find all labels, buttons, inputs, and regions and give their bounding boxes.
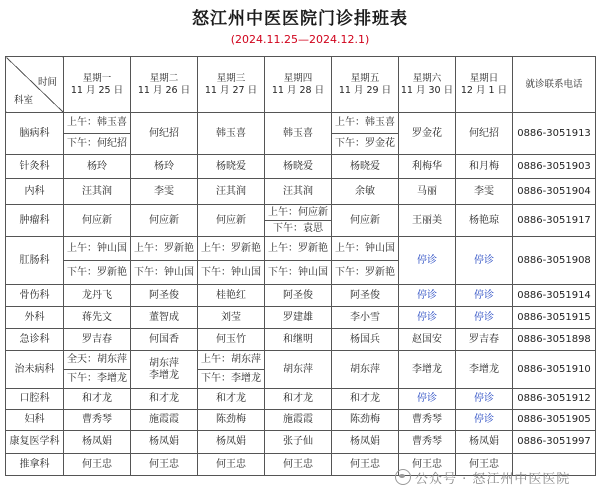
wechat-icon bbox=[395, 469, 411, 485]
schedule-cell: 杨凤娟 bbox=[456, 431, 513, 454]
schedule-cell: 杨凤娟 bbox=[64, 431, 131, 454]
table-row bbox=[6, 389, 596, 410]
table-row bbox=[6, 410, 596, 431]
schedule-cell: 汪其润 bbox=[198, 179, 265, 205]
schedule-cell: 停诊 bbox=[456, 285, 513, 307]
schedule-cell: 下午：钟山国 bbox=[198, 261, 265, 285]
schedule-cell: 施霞霞 bbox=[131, 410, 198, 431]
schedule-cell: 停诊 bbox=[399, 307, 456, 329]
schedule-cell: 下午：罗新艳 bbox=[332, 261, 399, 285]
schedule-cell: 和才龙 bbox=[131, 389, 198, 410]
schedule-cell: 何应新 bbox=[64, 205, 131, 237]
schedule-cell: 余敏 bbox=[332, 179, 399, 205]
schedule-table bbox=[5, 56, 596, 476]
dept-cell: 肛肠科 bbox=[6, 237, 64, 285]
schedule-cell: 韩玉喜 bbox=[265, 113, 332, 155]
schedule-cell: 和才龙 bbox=[332, 389, 399, 410]
schedule-cell: 停诊 bbox=[456, 389, 513, 410]
schedule-cell: 赵国安 bbox=[399, 329, 456, 351]
schedule-cell: 阿圣俊 bbox=[131, 285, 198, 307]
schedule-cell: 杨国兵 bbox=[332, 329, 399, 351]
corner-cell bbox=[6, 57, 64, 113]
schedule-cell: 上午：钟山国 bbox=[332, 237, 399, 261]
schedule-cell: 停诊 bbox=[456, 307, 513, 329]
schedule-cell: 马丽 bbox=[399, 179, 456, 205]
schedule-cell: 曹秀琴 bbox=[399, 431, 456, 454]
schedule-cell: 上午：韩玉喜 bbox=[332, 113, 399, 134]
day-header: 星期四 11 月 28 日 bbox=[265, 57, 332, 113]
phone-cell: 0886-3051915 bbox=[513, 307, 596, 329]
schedule-cell: 杨玲 bbox=[131, 155, 198, 179]
day-header: 星期五 11 月 29 日 bbox=[332, 57, 399, 113]
schedule-cell: 上午：钟山国 bbox=[64, 237, 131, 261]
day-header: 星期日 12 月 1 日 bbox=[456, 57, 513, 113]
schedule-cell: 和才龙 bbox=[198, 389, 265, 410]
schedule-cell: 杨晓爱 bbox=[265, 155, 332, 179]
table-row bbox=[6, 431, 596, 454]
schedule-cell: 李增龙 bbox=[399, 351, 456, 389]
schedule-cell: 何纪招 bbox=[456, 113, 513, 155]
dept-cell: 针灸科 bbox=[6, 155, 64, 179]
schedule-cell: 阿圣俊 bbox=[265, 285, 332, 307]
schedule-cell: 下午：何纪招 bbox=[64, 134, 131, 155]
schedule-cell: 利梅华 bbox=[399, 155, 456, 179]
schedule-cell: 何王忠 bbox=[399, 454, 456, 476]
phone-header: 就诊联系电话 bbox=[513, 57, 596, 113]
day-header: 星期一 11 月 25 日 bbox=[64, 57, 131, 113]
day-header: 星期三 11 月 27 日 bbox=[198, 57, 265, 113]
phone-cell: 0886-3051905 bbox=[513, 410, 596, 431]
schedule-cell: 杨凤娟 bbox=[131, 431, 198, 454]
dept-cell: 脑病科 bbox=[6, 113, 64, 155]
table-row bbox=[6, 307, 596, 329]
dept-cell: 肿瘤科 bbox=[6, 205, 64, 237]
schedule-cell: 停诊 bbox=[399, 285, 456, 307]
schedule-cell: 上午：罗新艳 bbox=[198, 237, 265, 261]
phone-cell: 0886-3051904 bbox=[513, 179, 596, 205]
phone-cell: 0886-3051913 bbox=[513, 113, 596, 155]
schedule-cell: 王丽美 bbox=[399, 205, 456, 237]
dept-cell: 推拿科 bbox=[6, 454, 64, 476]
table-row bbox=[6, 351, 596, 370]
dept-cell: 内科 bbox=[6, 179, 64, 205]
schedule-cell: 何王忠 bbox=[64, 454, 131, 476]
schedule-cell: 桂艳红 bbox=[198, 285, 265, 307]
watermark bbox=[395, 468, 570, 487]
schedule-cell: 何国香 bbox=[131, 329, 198, 351]
dept-cell: 外科 bbox=[6, 307, 64, 329]
schedule-cell: 胡东萍 bbox=[332, 351, 399, 389]
phone-cell: 0886-3051912 bbox=[513, 389, 596, 410]
schedule-cell: 停诊 bbox=[456, 410, 513, 431]
schedule-cell: 曹秀琴 bbox=[64, 410, 131, 431]
schedule-cell: 何王忠 bbox=[198, 454, 265, 476]
schedule-cell: 停诊 bbox=[456, 237, 513, 285]
schedule-cell: 陈劲梅 bbox=[332, 410, 399, 431]
schedule-cell: 何王忠 bbox=[265, 454, 332, 476]
schedule-cell: 全天：胡东萍 bbox=[64, 351, 131, 370]
schedule-cell: 杨凤娟 bbox=[198, 431, 265, 454]
schedule-cell: 施霞霞 bbox=[265, 410, 332, 431]
watermark-text: 公众号 · 怒江州中医医院 bbox=[415, 472, 571, 487]
schedule-cell: 何王忠 bbox=[456, 454, 513, 476]
dept-cell: 治未病科 bbox=[6, 351, 64, 389]
schedule-cell: 何玉竹 bbox=[198, 329, 265, 351]
schedule-cell: 韩玉喜 bbox=[198, 113, 265, 155]
schedule-cell: 何应新 bbox=[332, 205, 399, 237]
schedule-cell: 下午：罗金花 bbox=[332, 134, 399, 155]
schedule-cell: 胡东萍 bbox=[265, 351, 332, 389]
dept-cell: 口腔科 bbox=[6, 389, 64, 410]
dept-cell: 急诊科 bbox=[6, 329, 64, 351]
schedule-cell: 杨晓爱 bbox=[332, 155, 399, 179]
schedule-cell: 下午：李增龙 bbox=[198, 370, 265, 389]
schedule-cell: 董智成 bbox=[131, 307, 198, 329]
schedule-cell: 何应新 bbox=[131, 205, 198, 237]
schedule-cell: 杨艳琼 bbox=[456, 205, 513, 237]
schedule-cell: 李增龙 bbox=[456, 351, 513, 389]
schedule-cell: 和继明 bbox=[265, 329, 332, 351]
schedule-cell: 下午：袁思 bbox=[265, 221, 332, 237]
schedule-cell: 曹秀琴 bbox=[399, 410, 456, 431]
phone-cell: 0886-3051903 bbox=[513, 155, 596, 179]
table-row bbox=[6, 329, 596, 351]
day-header: 星期六 11 月 30 日 bbox=[399, 57, 456, 113]
corner-time-label: 时间 bbox=[37, 77, 57, 88]
dept-cell: 骨伤科 bbox=[6, 285, 64, 307]
schedule-cell: 杨凤娟 bbox=[332, 431, 399, 454]
table-row bbox=[6, 113, 596, 134]
schedule-cell: 何王忠 bbox=[332, 454, 399, 476]
table-row bbox=[6, 205, 596, 221]
schedule-cell: 蒋先文 bbox=[64, 307, 131, 329]
phone-cell: 0886-3051898 bbox=[513, 329, 596, 351]
schedule-cell: 胡东萍 李增龙 bbox=[131, 351, 198, 389]
schedule-cell: 刘莹 bbox=[198, 307, 265, 329]
schedule-cell: 罗吉春 bbox=[64, 329, 131, 351]
phone-cell: 0886-3051914 bbox=[513, 285, 596, 307]
schedule-cell: 停诊 bbox=[399, 389, 456, 410]
table-row bbox=[6, 155, 596, 179]
schedule-cell: 罗建雄 bbox=[265, 307, 332, 329]
schedule-cell: 李雯 bbox=[456, 179, 513, 205]
phone-cell: 0886-3051997 bbox=[513, 431, 596, 454]
schedule-cell: 罗吉春 bbox=[456, 329, 513, 351]
header-row bbox=[6, 57, 596, 113]
table-row bbox=[6, 237, 596, 261]
schedule-cell: 汪其润 bbox=[64, 179, 131, 205]
schedule-cell: 罗金花 bbox=[399, 113, 456, 155]
schedule-cell: 上午：罗新艳 bbox=[131, 237, 198, 261]
schedule-cell: 上午：胡东萍 bbox=[198, 351, 265, 370]
page-title: 怒江州中医医院门诊排班表 bbox=[192, 9, 408, 29]
schedule-cell: 张子仙 bbox=[265, 431, 332, 454]
schedule-cell: 汪其润 bbox=[265, 179, 332, 205]
schedule-cell: 李小雪 bbox=[332, 307, 399, 329]
schedule-cell: 龙丹飞 bbox=[64, 285, 131, 307]
phone-cell: 0886-3051917 bbox=[513, 205, 596, 237]
schedule-cell: 和才龙 bbox=[265, 389, 332, 410]
schedule-cell: 何纪招 bbox=[131, 113, 198, 155]
dept-cell: 妇科 bbox=[6, 410, 64, 431]
schedule-cell: 杨晓爱 bbox=[198, 155, 265, 179]
table-row bbox=[6, 285, 596, 307]
schedule-cell: 上午：韩玉喜 bbox=[64, 113, 131, 134]
schedule-cell: 和才龙 bbox=[64, 389, 131, 410]
schedule-cell: 陈劲梅 bbox=[198, 410, 265, 431]
schedule-cell: 下午：钟山国 bbox=[131, 261, 198, 285]
schedule-cell: 上午：罗新艳 bbox=[265, 237, 332, 261]
schedule-cell: 杨玲 bbox=[64, 155, 131, 179]
schedule-cell: 和月梅 bbox=[456, 155, 513, 179]
schedule-cell: 李雯 bbox=[131, 179, 198, 205]
schedule-cell: 下午：钟山国 bbox=[265, 261, 332, 285]
phone-cell: 0886-3051910 bbox=[513, 351, 596, 389]
phone-cell: 0886-3051908 bbox=[513, 237, 596, 285]
schedule-cell: 何王忠 bbox=[131, 454, 198, 476]
day-header: 星期二 11 月 26 日 bbox=[131, 57, 198, 113]
dept-cell: 康复医学科 bbox=[6, 431, 64, 454]
date-range: (2024.11.25—2024.12.1) bbox=[230, 33, 370, 46]
corner-dept-label: 科室 bbox=[14, 94, 34, 106]
schedule-cell: 下午：罗新艳 bbox=[64, 261, 131, 285]
schedule-cell: 停诊 bbox=[399, 237, 456, 285]
schedule-cell: 何应新 bbox=[198, 205, 265, 237]
schedule-cell: 下午：李增龙 bbox=[64, 370, 131, 389]
schedule-cell: 阿圣俊 bbox=[332, 285, 399, 307]
schedule-cell: 上午：何应新 bbox=[265, 205, 332, 221]
table-row bbox=[6, 179, 596, 205]
